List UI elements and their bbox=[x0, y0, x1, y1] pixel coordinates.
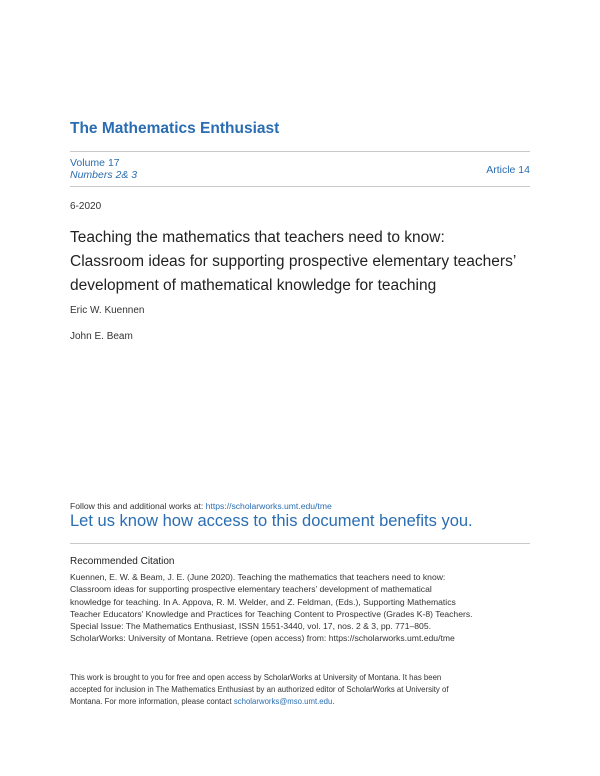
citation-line: Special Issue: The Mathematics Enthusiast, ISSN 1551-3440, vol. 17, nos. 2 & 3, pp. 771–805. bbox=[70, 621, 431, 632]
citation-divider bbox=[70, 543, 530, 544]
citation-line: Classroom ideas for supporting prospective elementary teachers’ development of mathematical bbox=[70, 584, 432, 595]
header-divider-bottom bbox=[70, 186, 530, 187]
notice-line: accepted for inclusion in The Mathematics Enthusiast by an authorized editor of ScholarWorks at University of bbox=[70, 684, 449, 694]
citation-line: ScholarWorks: University of Montana. Retrieve (open access) from: https://scholarworks.umt.edu/tme bbox=[70, 633, 455, 644]
citation-heading: Recommended Citation bbox=[70, 556, 175, 567]
author-name: John E. Beam bbox=[70, 331, 133, 342]
volume-info bbox=[70, 157, 137, 181]
citation-text bbox=[70, 571, 540, 645]
notice-line: This work is brought to you for free and open access by ScholarWorks at University of Montana. It has been bbox=[70, 673, 442, 682]
title-line: Classroom ideas for supporting prospective elementary teachers’ bbox=[70, 253, 517, 270]
citation-line: Teacher Educators’ Knowledge and Practices for Teaching Content to Prospective (Grades K-8) Teachers. bbox=[70, 608, 473, 619]
access-notice bbox=[70, 672, 540, 707]
follow-prefix: Follow this and additional works at: bbox=[70, 501, 206, 511]
header-divider-top bbox=[70, 151, 530, 152]
feedback-link[interactable]: Let us know how access to this document benefits you. bbox=[70, 512, 473, 530]
notice-line: Montana. For more information, please contact bbox=[70, 696, 234, 706]
author-name: Eric W. Kuennen bbox=[70, 305, 145, 316]
contact-email-link[interactable]: scholarworks@mso.umt.edu bbox=[233, 696, 333, 706]
title-line: development of mathematical knowledge for teaching bbox=[70, 277, 437, 294]
citation-line: knowledge for teaching. In A. Appova, R. M. Welder, and Z. Feldman, (Eds.), Supporting Mathematics bbox=[70, 596, 456, 607]
volume-link[interactable]: Volume 17 bbox=[70, 157, 120, 169]
citation-line: Kuennen, E. W. & Beam, J. E. (June 2020). Teaching the mathematics that teachers need to know: bbox=[70, 572, 446, 582]
paper-title[interactable] bbox=[70, 226, 540, 298]
journal-title[interactable]: The Mathematics Enthusiast bbox=[70, 120, 280, 137]
numbers-link[interactable]: Numbers 2& 3 bbox=[70, 169, 138, 181]
follow-works-line bbox=[70, 501, 332, 511]
publication-date: 6-2020 bbox=[70, 201, 102, 212]
notice-suffix: . bbox=[332, 696, 335, 706]
title-line: Teaching the mathematics that teachers need to know: bbox=[70, 229, 445, 246]
follow-link[interactable]: https://scholarworks.umt.edu/tme bbox=[205, 501, 332, 511]
article-link[interactable]: Article 14 bbox=[486, 164, 530, 176]
